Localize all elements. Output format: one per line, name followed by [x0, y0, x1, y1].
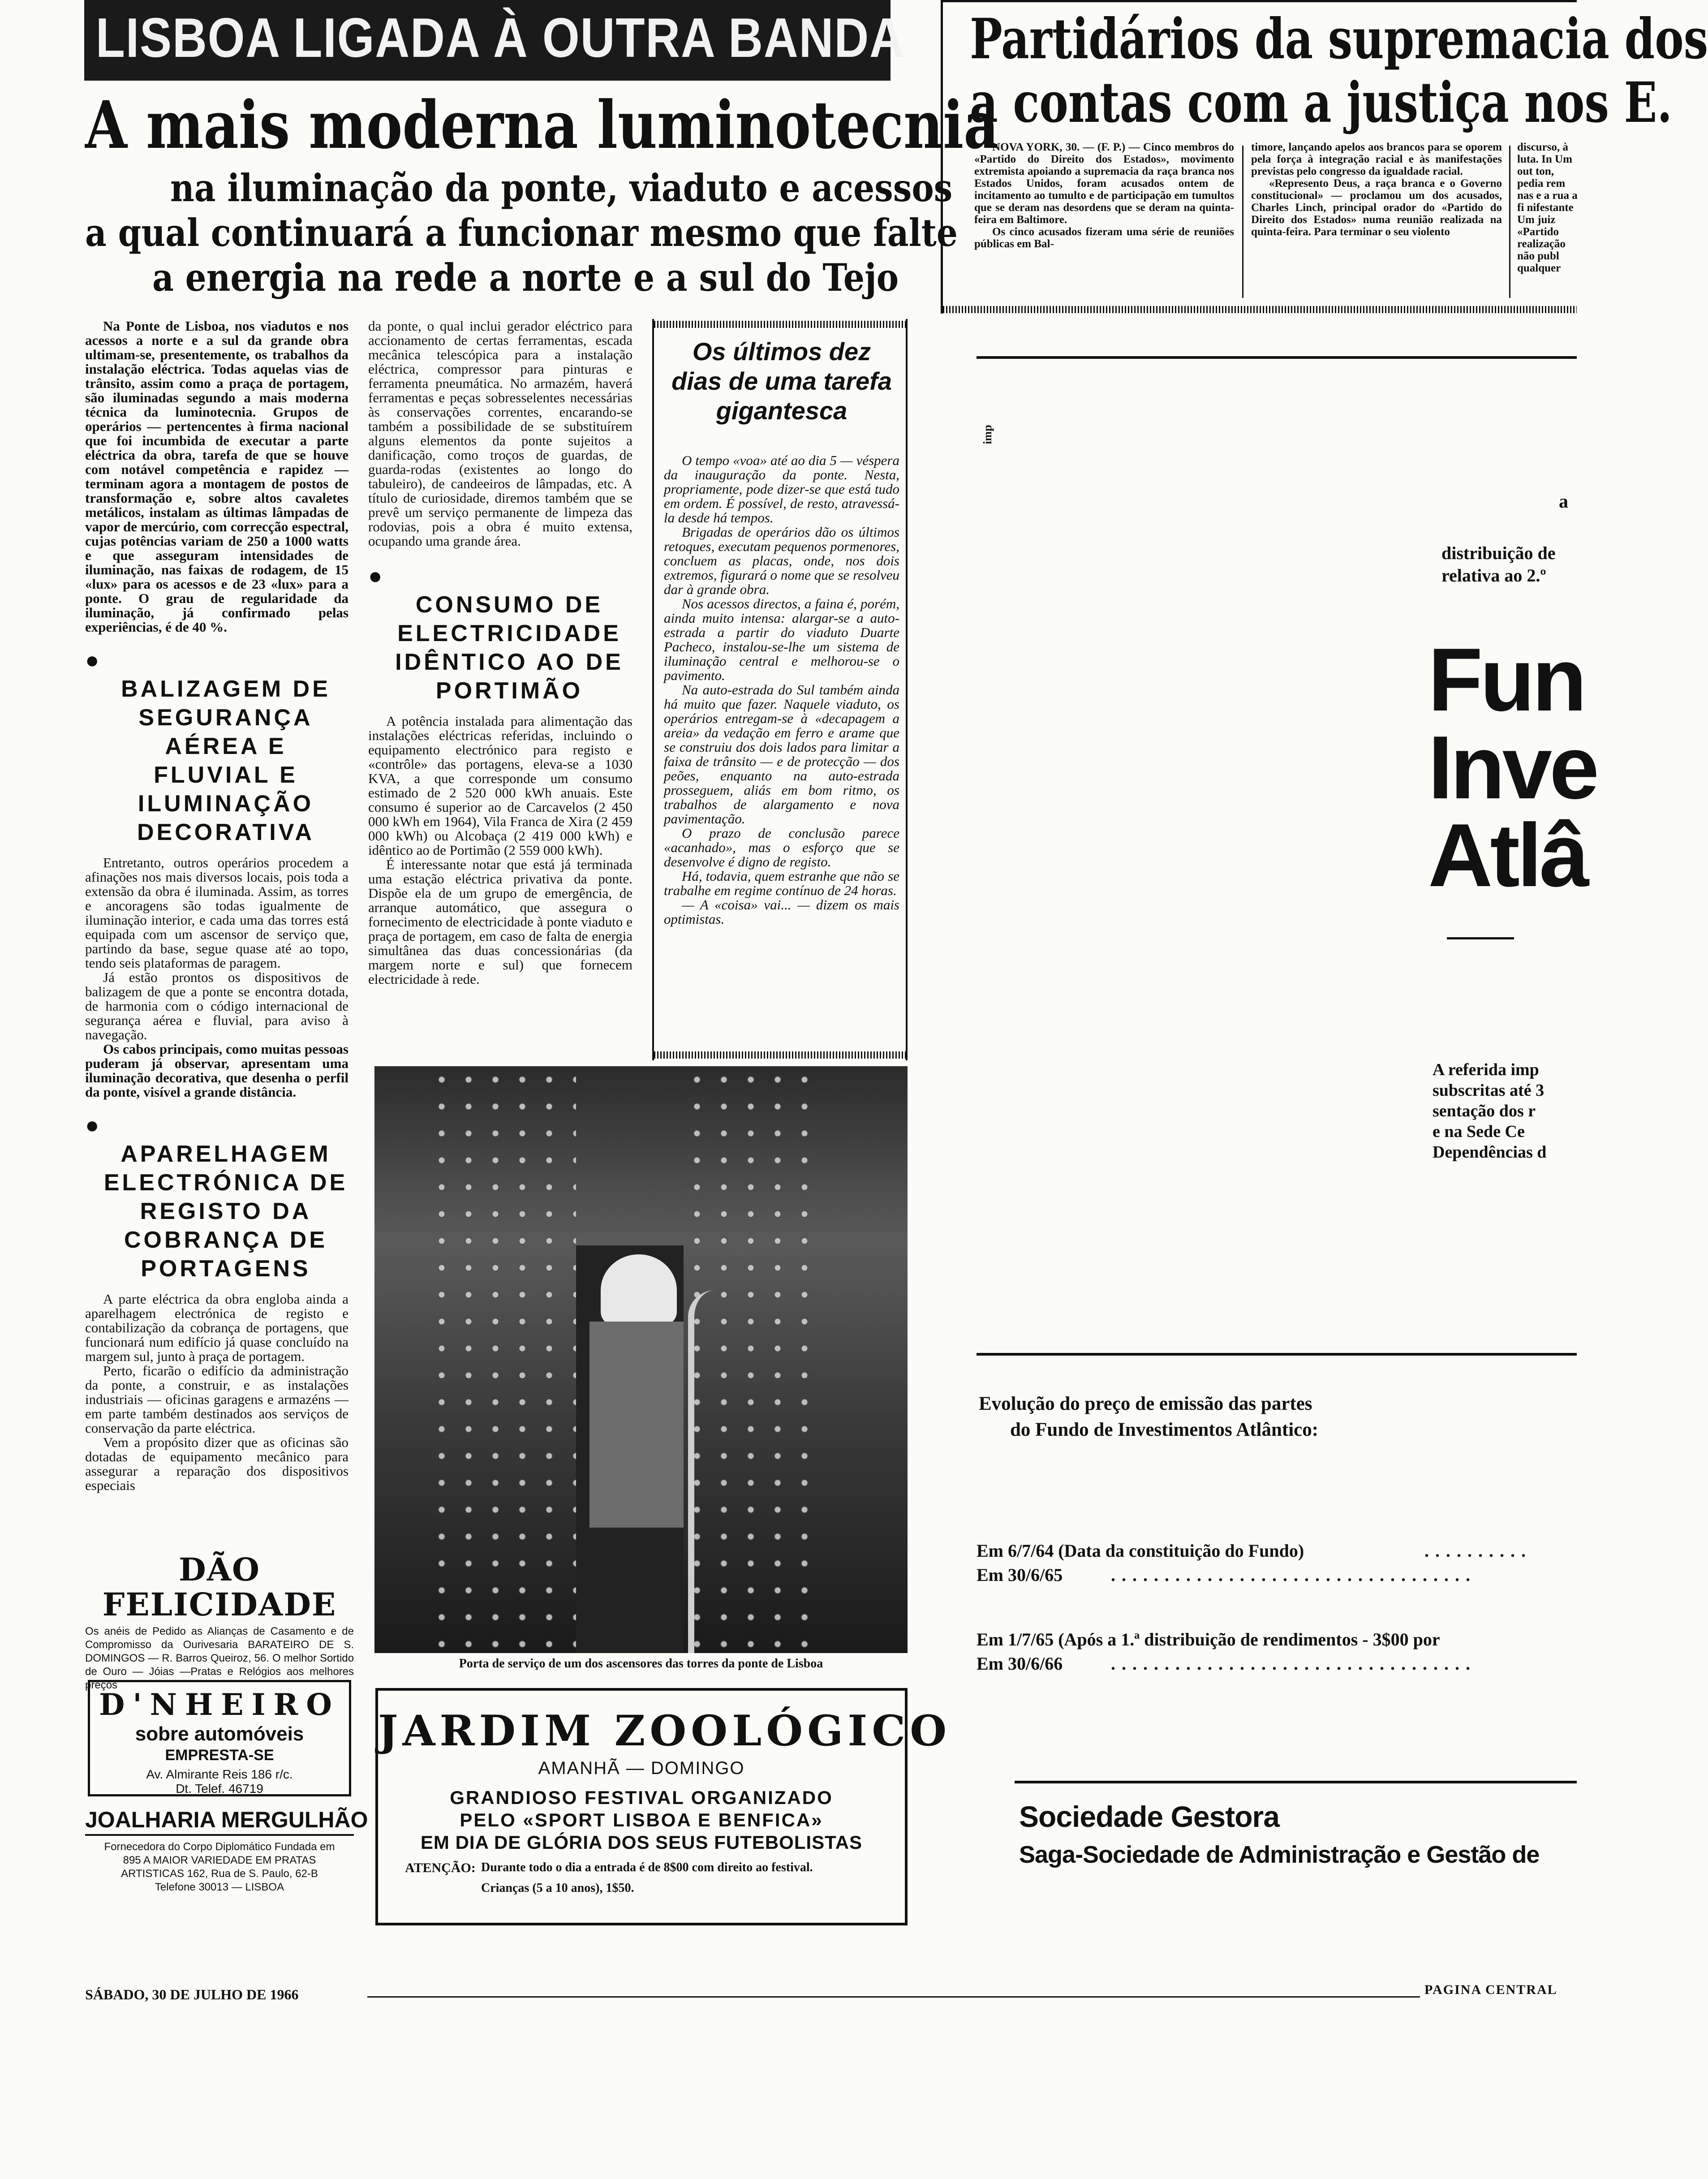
fund-big-title: [1428, 630, 1597, 914]
distribution-line-1: distribuição de: [1441, 543, 1556, 563]
col1-paragraph-2: Entretanto, outros operários procedem a afinações nos mais diversos locais, pois toda a extensão da obra é iluminada. Assim, as torres e ancoragens são todas igualmente de iluminação interior, e cada uma das torres está equipada com um ascensor de serviço que, partindo da base, segue quase até ao topo, tendo seis plataformas de paragem.: [85, 855, 348, 971]
bridge-worker-photo: [374, 1066, 908, 1653]
article-column-1: [85, 319, 348, 1529]
rivet-panel-left: [428, 1066, 576, 1653]
small-logo: imp: [981, 425, 994, 444]
ad-dao-felicidade: [85, 1551, 354, 1691]
banner-text: LISBOA LIGADA À OUTRA BANDA: [95, 7, 905, 69]
col1-paragraph-5: A parte eléctrica da obra engloba ainda a aparelhagem electrónica de registo e contabilização da cobrança de portagens, que funcionará num edifício já quase concluído na margem sul, junto à praça de portagem.: [85, 1291, 348, 1364]
right-headline-2: a contas com a justiça nos E.: [970, 70, 1673, 135]
ad-zoo-subtitle: AMANHÃ — DOMINGO: [538, 1758, 745, 1778]
col2-paragraph-3: É interessante notar que está já terminada uma estação eléctrica privativa da ponte. Dispõe ela de um grupo de emergência, de arranque automático, que assegura o fornecimento de electricidade à ponte viaduto e praça de portagem, em caso de falta de energia simultânea das duas concessionárias (da margem norte e sul) que fornecem electricidade à rede.: [368, 857, 632, 987]
sidebar-paragraph-2: Brigadas de operários dão os últimos retoques, executam pequenos pormenores, concluem as placas, onde, nos dois extremos, figurará o nome que se resolveu dar à grande obra.: [664, 524, 899, 597]
ad-dinheiro-line-3: Av. Almirante Reis 186 r/c.: [146, 1767, 293, 1781]
right-letter-a: a: [1559, 491, 1568, 512]
section-heading-aparelhagem: APARELHAGEM ELECTRÓNICA DE REGISTO DA COBRANÇA DE PORTAGENS: [103, 1141, 348, 1282]
photo-caption: Porta de serviço de um dos ascensores das torres da ponte de Lisboa: [459, 1657, 823, 1671]
ad-dao-title: DÃO FELICIDADE: [102, 1551, 337, 1623]
price-row-1: [977, 1539, 1577, 1563]
headline-text: A mais moderna luminotecnia: [85, 87, 999, 164]
bullet-icon: ●: [85, 647, 102, 673]
fund-reference-text: [1433, 1059, 1577, 1167]
fund-big-title-1: Fun: [1428, 630, 1584, 730]
subhead: [85, 166, 958, 309]
ad-zoo-atencao-2: Crianças (5 a 10 anos), 1$50.: [481, 1881, 634, 1895]
managing-company: [1019, 1796, 1577, 1877]
evolution-line-2: do Fundo de Investimentos Atlântico:: [1010, 1419, 1319, 1440]
right-col1-p2: Os cinco acusados fizeram uma série de reuniões públicas em Bal-: [974, 226, 1234, 250]
right-article-bottom-stripe: [943, 306, 1577, 313]
ad-dinheiro-line-4: Dt. Telef. 46719: [176, 1782, 263, 1796]
price-row-2-leader: ..................................: [1111, 1565, 1476, 1585]
subhead-line-1: na iluminação da ponte, viaduto e acessos: [170, 166, 953, 210]
fund-big-title-3: Atlâ: [1428, 805, 1587, 905]
ad-zoo-title: JARDIM ZOOLÓGICO: [378, 1706, 951, 1756]
ad-zoo-atencao-1: Durante todo o dia a entrada é de 8$00 com direito ao festival.: [481, 1860, 813, 1874]
col1-paragraph-1: Na Ponte de Lisboa, nos viadutos e nos acessos a norte e a sul da grande obra ultimam-se, presentemente, os trabalhos da instalação eléctrica. Todas aquelas vias de trânsito, assim como a praça de portagem, são iluminadas segundo a mais moderna técnica da luminotecnia. Grupos de operários — pertencentes à firma nacional que foi incumbida de executar a parte eléctrica da obra, tarefa de que se houve com notável competência e rapidez — terminam agora a montagem de postos de transformação e, sobre altos cavaletes metálicos, instalam as últimas lâmpadas de vapor de mercúrio, com correcção espectral, cujas potências variam de 250 a 1000 watts e que asseguram intensidades de iluminação, nas faixas de rodagem, de 15 «lux» para os acessos e de 23 «lux» para a ponte. O grau de regularidade da iluminação, já confirmado pelas experiências, é de 40 %.: [85, 318, 348, 635]
ad-joalharia-title: JOALHARIA MERGULHÃO: [85, 1805, 354, 1836]
section-heading-consumo: CONSUMO DE ELECTRICIDADE IDÊNTICO AO DE PORTIMÃO: [395, 592, 624, 704]
ad-zoo-atencao: [405, 1860, 880, 1896]
price-row-2: [977, 1563, 1577, 1587]
footer-date: SÁBADO, 30 DE JULHO DE 1966: [85, 1986, 299, 2002]
sidebar-title: Os últimos dez dias de uma tarefa gigantesca: [671, 337, 892, 425]
subhead-line-2: a qual continuará a funcionar mesmo que falte: [85, 211, 958, 255]
right-article-col-3: discurso, à luta. In Um out ton, pedia rem nas e a rua a fi nifestante Um juiz «Partido realização não publ qualquer: [1517, 141, 1578, 274]
distribution-line-2: relativa ao 2.º: [1441, 565, 1546, 586]
ad-joalharia-text: Fornecedora do Corpo Diplomático Fundada em 895 A MAIOR VARIEDADE EM PRATAS ARTISTICAS 162, Rua de S. Paulo, 62-B Telefone 30013 — LISBOA: [104, 1841, 335, 1893]
sidebar-top-stripe: [654, 321, 906, 328]
sidebar-body: [664, 453, 899, 926]
sidebar-box: [652, 319, 908, 1060]
headline: [85, 87, 999, 166]
sidebar-paragraph-7: — A «coisa» vai... — dizem os mais optimistas.: [664, 897, 899, 927]
ref-line-3: sentação dos r: [1433, 1102, 1536, 1120]
evolution-title: [979, 1391, 1577, 1449]
bullet-icon: ●: [85, 1112, 102, 1138]
worker-figure: [601, 1254, 677, 1326]
price-row-4: [977, 1652, 1577, 1676]
section-heading-balizagem: BALIZAGEM DE SEGURANÇA AÉREA E FLUVIAL E ILUMINAÇÃO DECORATIVA: [121, 676, 331, 845]
footer-rule-left: [367, 1996, 1420, 1998]
price-row-3-label: Em 1/7/65 (Após a 1.ª distribuição de rendimentos - 3$00 por: [977, 1629, 1440, 1649]
price-row-3: [977, 1628, 1577, 1652]
right-headline: [941, 0, 1708, 314]
ad-dinheiro: [88, 1680, 351, 1796]
sidebar-paragraph-5: O prazo de conclusão parece «acanhado», mas o esforço que se desenvolve é digno de registo.: [664, 825, 899, 870]
ref-line-4: e na Sede Ce: [1433, 1122, 1525, 1141]
ad-zoo-line-1: GRANDIOSO FESTIVAL ORGANIZADO: [450, 1787, 833, 1808]
ad-dinheiro-title: D'NHEIRO: [99, 1687, 340, 1722]
price-row-2-label: Em 30/6/65: [977, 1565, 1063, 1585]
footer-page-label: PAGINA CENTRAL: [1424, 1982, 1557, 1997]
col2-paragraph-2: A potência instalada para alimentação das instalações eléctricas referidas, incluindo o equipamento electrónico para registo e «contrôle» das portagens, eleva-se a 1030 KVA, a que corresponde um consumo estimado de 2 520 000 kWh anuais. Este consumo é superior ao de Carcavelos (2 450 000 kWh em 1964), Vila Franca de Xira (2 459 000 kWh) ou Alcobaça (2 419 000 kWh) e idêntico ao de Portimão (2 559 000 kWh).: [368, 713, 632, 858]
right-col-divider-2: [1509, 146, 1510, 298]
col1-section-heading-1: [85, 646, 348, 847]
fund-big-title-2: Inve: [1428, 718, 1597, 818]
ref-line-5: Dependências d: [1433, 1143, 1547, 1162]
bullet-icon: ●: [368, 563, 385, 589]
managing-company-title: Sociedade Gestora: [1019, 1800, 1279, 1833]
ad-zoo-line-3: EM DIA DE GLÓRIA DOS SEUS FUTEBOLISTAS: [420, 1832, 863, 1853]
right-col2-p2: «Represento Deus, a raça branca e o Governo constitucional» — proclamou um dos acusados, Charles Linch, principal orador do «Partido do Direito dos Estados» numa reunião realizada na quinta-feira. Para terminar o seu violento: [1251, 177, 1502, 238]
right-rule-2: [977, 1353, 1577, 1356]
worker-body: [589, 1322, 684, 1528]
sidebar-paragraph-3: Nos acessos directos, a faina é, porém, ainda muito intensa: alargar-se a auto-estrada a partir do viaduto Duarte Pacheco, instalou-se-lhe um sistema de iluminação central e melhorou-se o pavimento.: [664, 596, 899, 683]
ref-line-2: subscritas até 3: [1433, 1081, 1545, 1100]
col1-paragraph-3: Já estão prontos os dispositivos de balizagem de que a ponte se encontra dotada, de harmonia com o código internacional de segurança aérea e fluvial, para aviso à navegação.: [85, 969, 348, 1042]
right-col2-p1: timore, lançando apelos aos brancos para se oporem pela força à integração racial e às manifestações previstas pelo congresso da igualdade racial.: [1251, 141, 1502, 177]
col1-section-heading-2: [85, 1111, 348, 1283]
ad-zoo-line-2: PELO «SPORT LISBOA E BENFICA»: [460, 1809, 823, 1830]
right-article-col-1: [974, 141, 1234, 250]
right-headline-1: Partidários da supremacia dos: [970, 7, 1708, 72]
sidebar-paragraph-6: Há, todavia, quem estranhe que não se trabalhe em regime contínuo de 24 horas.: [664, 868, 899, 898]
col2-section-heading: [368, 562, 632, 705]
ad-joalharia: [85, 1805, 368, 1931]
banner: [84, 0, 905, 81]
fund-short-dash: [1447, 937, 1514, 939]
col2-paragraph-1: da ponte, o qual inclui gerador eléctrico para accionamento de certas ferramentas, escada mecânica telescópica para a instalação eléctrica, compressor para pinturas e ferramenta pneumática. No armazém, haverá ferramentas e peças sobresselentes necessárias às conservações correntes, encarando-se também a possibilidade de se substituírem alguns elementos da ponte sujeitos a danificação, como troços de guardas, de guarda-rodas (existentes ao longo do tabuleiro), de candeeiros de lâmpadas, etc. A título de curiosidade, diremos também que se prevê um serviço permanente de limpeza das rodovias, pois a obra é muito extensa, ocupando uma grande área.: [368, 318, 632, 549]
sidebar-bottom-stripe: [654, 1051, 906, 1059]
price-table: [977, 1539, 1577, 1687]
cable-bundle: [688, 1290, 742, 1653]
sidebar-paragraph-4: Na auto-estrada do Sul também ainda há muito que fazer. Naquele viaduto, os operários entregam-se à «decapagem a areia» da vedação em ferro e arame que se construiu dos dois lados para limitar a faixa de trânsito — e de protecção — dos peões, enquanto na auto-estrada prosseguem, aliás em bom ritmo, os trabalhos de alargamento e nova pavimentação.: [664, 682, 899, 827]
right-rule-1: [977, 356, 1577, 359]
price-row-1-label: Em 6/7/64 (Data da constituição do Fundo): [977, 1541, 1304, 1561]
right-col1-p1: NOVA YORK, 30. — (F. P.) — Cinco membros do «Partido do Direito dos Estados», movimento extremista apoiando a supremacia da raça branca nos Estados Unidos, foram acusados ontem de incitamento ao tumulto e de participação em tumultos que se deram nas desordens que se deram na quinta-feira em Baltimore.: [974, 141, 1234, 226]
ad-dinheiro-line-1: sobre automóveis: [135, 1723, 304, 1745]
col1-paragraph-6: Perto, ficarão o edifício da administração da ponte, a construir, e as instalações industriais — oficinas garagens e armazéns — em parte também destinados aos serviços de conservação da parte eléctrica.: [85, 1363, 348, 1436]
price-row-1-leader: ..........: [1424, 1541, 1532, 1561]
subhead-line-3: a energia na rede a norte e a sul do Tejo: [152, 255, 899, 300]
ad-dinheiro-line-2: EMPRESTA-SE: [165, 1747, 274, 1764]
distribution-text: [1441, 542, 1577, 591]
col1-paragraph-7: Vem a propósito dizer que as oficinas são dotadas de equipamento mecânico para assegurar a reparação dos dispositivos especiais: [85, 1434, 348, 1493]
ad-dao-text: Os anéis de Pedido as Alianças de Casamento e de Compromisso da Ourivesaria BARATEIRO DE S. DOMINGOS — R. Barros Queiroz, 56. O melhor Sortido de Ouro — Jóias —Pratas e Relógios aos melhores preços: [85, 1625, 354, 1691]
col1-paragraph-4: Os cabos principais, como muitas pessoas puderam já observar, apresentam uma iluminação decorativa, que desenha o perfil da ponte, visível a grande distância.: [85, 1041, 348, 1100]
managing-company-name: Saga-Sociedade de Administração e Gestão de: [1019, 1841, 1540, 1868]
price-row-4-label: Em 30/6/66: [977, 1654, 1063, 1674]
ad-zoo-atencao-label: ATENÇÃO:: [405, 1860, 476, 1875]
article-column-2: [368, 319, 632, 1058]
evolution-line-1: Evolução do preço de emissão das partes: [979, 1393, 1312, 1414]
right-col-divider-1: [1242, 146, 1243, 298]
price-row-4-leader: ..................................: [1111, 1654, 1476, 1674]
ad-jardim-zoologico: [375, 1688, 951, 1925]
sidebar-paragraph-1: O tempo «voa» até ao dia 5 — véspera da inauguração da ponte. Nesta, propriamente, pode dizer-se que está tudo em ordem. É possível, de resto, atravessá-la desde há tempos.: [664, 452, 899, 525]
right-article-col-2: [1251, 141, 1502, 238]
ref-line-1: A referida imp: [1433, 1060, 1539, 1079]
right-rule-3: [1015, 1781, 1577, 1783]
